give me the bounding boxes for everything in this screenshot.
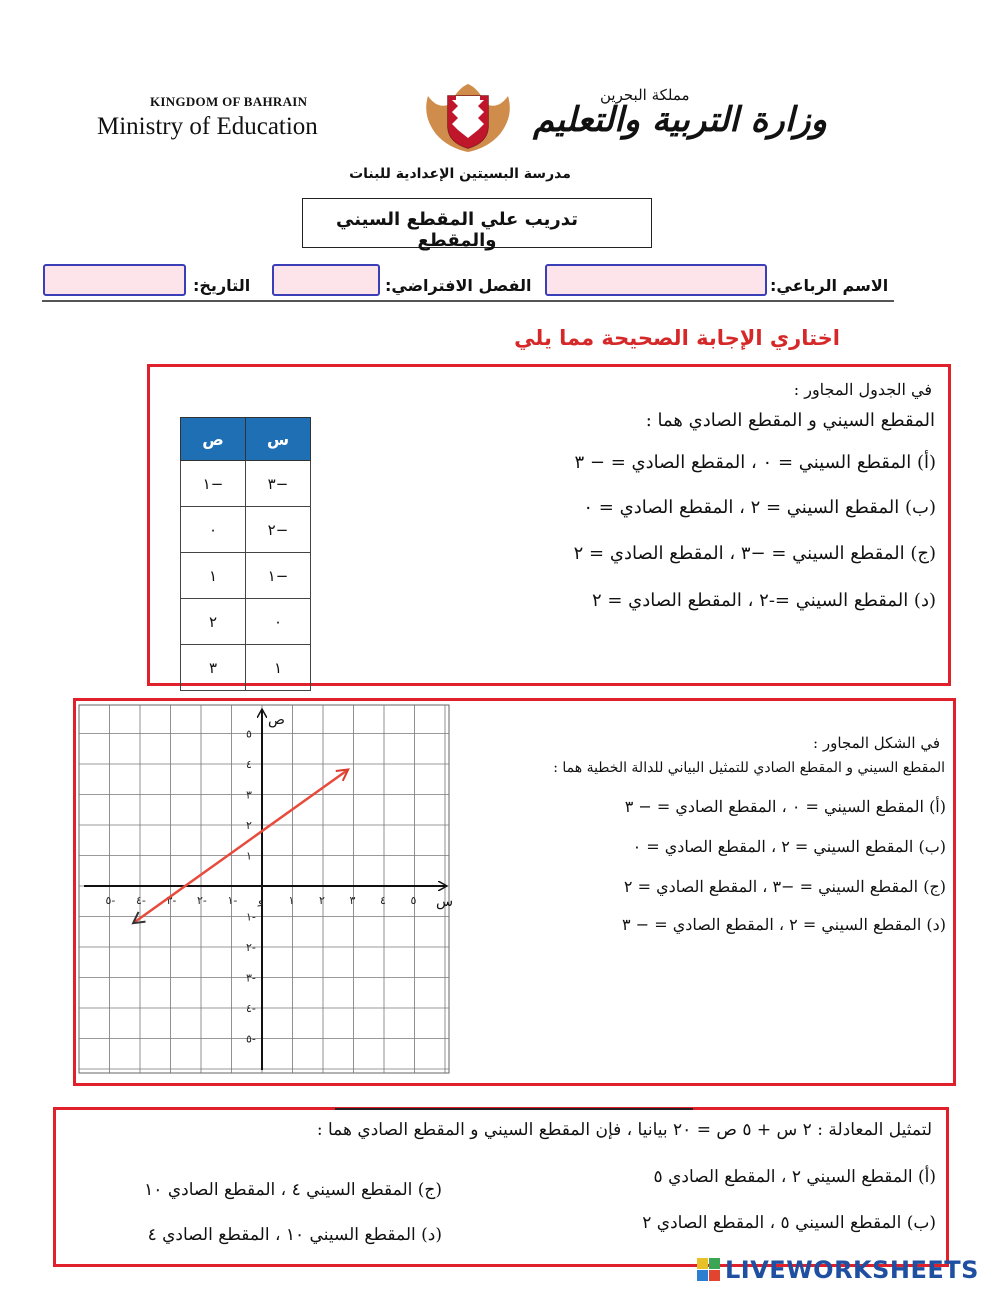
table-row [181, 507, 311, 553]
q1-option-a[interactable]: (أ) المقطع السيني = ٠ ، المقطع الصادي = − ٣ [574, 452, 936, 473]
y-axis-label: ص [268, 712, 285, 728]
graph-border [79, 705, 449, 1073]
liveworksheets-brand: LIVEWORKSHEETS [725, 1256, 979, 1284]
graph-grid [79, 705, 449, 1073]
table-cell-y: ٢ [181, 599, 246, 645]
table-cell-y: ٣ [181, 645, 246, 691]
table-cell-x: ٢− [246, 507, 311, 553]
table-header-x: س [246, 418, 311, 461]
q3-option-c[interactable]: (ج) المقطع السيني ٤ ، المقطع الصادي ١٠ [144, 1180, 442, 1200]
x-tick-label: ٣ [349, 894, 356, 907]
y-tick-label: ٢- [246, 941, 256, 954]
y-tick-label: ٣- [246, 971, 256, 985]
q2-option-c[interactable]: (ج) المقطع السيني = −٣ ، المقطع الصادي = ٢ [623, 877, 946, 896]
graph-line-layer [134, 770, 348, 923]
x-tick-label: ٥ [410, 894, 417, 907]
kingdom-ar: مملكة البحرين [600, 86, 690, 104]
q3-overline [335, 1108, 693, 1110]
date-input[interactable] [43, 264, 186, 296]
worksheet-title: تدريب علي المقطع السيني والمقطع [336, 209, 578, 251]
q2-option-a[interactable]: (أ) المقطع السيني = ٠ ، المقطع الصادي = − ٣ [624, 797, 946, 816]
graph-tick-labels [106, 712, 454, 1046]
class-label: الفصل الافتراضي: [385, 276, 532, 295]
name-label: الاسم الرباعي: [770, 276, 889, 295]
coordinate-graph [78, 704, 454, 1074]
xy-table [180, 417, 311, 691]
q1-option-d[interactable]: (د) المقطع السيني =-٢ ، المقطع الصادي = ٢ [591, 590, 936, 611]
x-tick-label: ١- [227, 894, 238, 907]
bahrain-emblem-icon [418, 76, 518, 156]
table-header-row [181, 418, 311, 461]
x-axis-label: س [436, 894, 454, 910]
y-tick-label: ١- [246, 910, 256, 924]
x-tick-label: ٢- [197, 894, 207, 907]
table-row [181, 599, 311, 645]
instruction: اختاري الإجابة الصحيحة مما يلي [514, 326, 840, 350]
school-name: مدرسة البسيتين الإعدادية للبنات [349, 166, 571, 182]
y-tick-label: ١ [246, 849, 252, 863]
q2-question: المقطع السيني و المقطع الصادي للتمثيل البياني للدالة الخطية هما : [553, 760, 945, 776]
q2-option-b[interactable]: (ب) المقطع السيني = ٢ ، المقطع الصادي = ٠ [632, 837, 946, 856]
table-cell-x: ١− [246, 553, 311, 599]
header-divider [42, 300, 894, 302]
q3-option-b[interactable]: (ب) المقطع السيني ٥ ، المقطع الصادي ٢ [642, 1213, 936, 1233]
x-tick-label: و [258, 894, 264, 907]
table-cell-y: ٠ [181, 507, 246, 553]
table-cell-x: ٣− [246, 461, 311, 507]
q3-question: لتمثيل المعادلة : ٢ س + ٥ ص = ٢٠ بيانيا ، فإن المقطع السيني و المقطع الصادي هما : [316, 1120, 932, 1140]
x-tick-label: ٤- [136, 894, 146, 907]
y-tick-label: ٤- [246, 1002, 256, 1015]
x-tick-label: ١ [288, 894, 295, 907]
x-tick-label: ٢ [319, 894, 325, 907]
table-header-y: ص [181, 418, 246, 461]
x-tick-label: ٤ [380, 894, 386, 907]
q2-option-d[interactable]: (د) المقطع السيني = ٢ ، المقطع الصادي = − ٣ [622, 915, 946, 934]
title-box [302, 198, 652, 251]
y-tick-label: ٤ [246, 758, 252, 771]
class-input[interactable] [272, 264, 380, 296]
q1-option-b[interactable]: (ب) المقطع السيني = ٢ ، المقطع الصادي = ٠ [583, 497, 936, 518]
q1-intro: في الجدول المجاور : [793, 380, 932, 399]
y-tick-label: ٥- [246, 1032, 256, 1046]
graph-line [134, 770, 348, 923]
table-cell-x: ١ [246, 645, 311, 691]
ministry-ar: وزارة التربية والتعليم [533, 100, 827, 140]
date-label: التاريخ: [193, 276, 251, 295]
table-row [181, 461, 311, 507]
x-tick-label: ٥- [105, 894, 116, 907]
y-tick-label: ٢ [246, 819, 252, 832]
q3-option-d[interactable]: (د) المقطع السيني ١٠ ، المقطع الصادي ٤ [147, 1225, 442, 1245]
y-tick-label: ٣ [246, 788, 252, 802]
table-cell-y: ١ [181, 553, 246, 599]
y-tick-label: ٥ [246, 727, 252, 741]
table-row [181, 645, 311, 691]
ministry-en: Ministry of Education [97, 113, 318, 140]
liveworksheets-logo-icon [697, 1258, 721, 1282]
x-tick-label: ٣- [166, 894, 177, 907]
table-cell-y: ١− [181, 461, 246, 507]
table-row [181, 553, 311, 599]
kingdom-en: KINGDOM OF BAHRAIN [150, 94, 308, 109]
q1-option-c[interactable]: (ج) المقطع السيني = −٣ ، المقطع الصادي = ٢ [573, 543, 936, 564]
table-cell-x: ٠ [246, 599, 311, 645]
q3-option-a[interactable]: (أ) المقطع السيني ٢ ، المقطع الصادي ٥ [653, 1167, 936, 1187]
name-input[interactable] [545, 264, 767, 296]
q1-question: المقطع السيني و المقطع الصادي هما : [645, 410, 935, 431]
q2-intro: في الشكل المجاور : [813, 734, 940, 752]
